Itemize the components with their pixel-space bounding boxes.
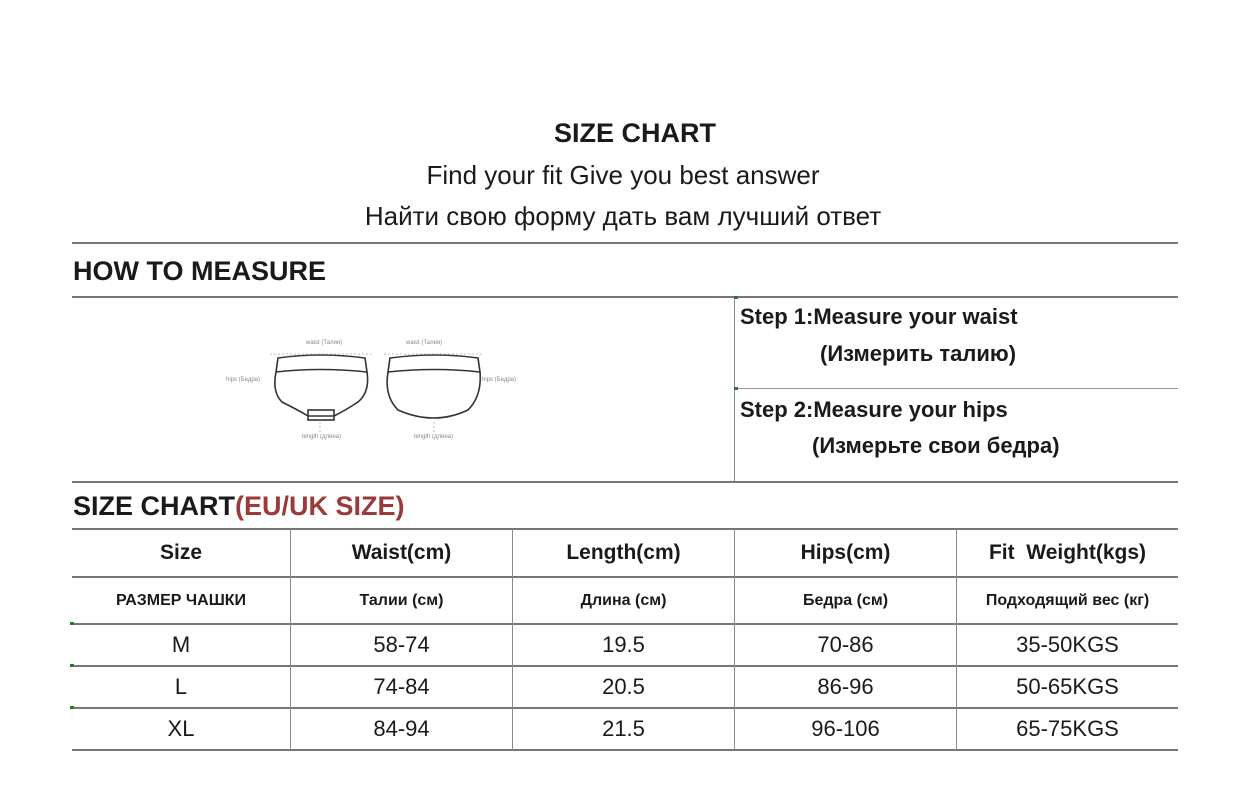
column-header-size: Size [159,541,203,564]
column-header-waist-ru: Талии (см) [359,591,444,609]
size-chart-heading-text: SIZE CHART [73,491,235,521]
size-chart-heading [73,491,405,522]
column-header-length-ru: Длина (см) [580,591,667,609]
cell-marker [734,296,738,299]
measurement-diagram [220,330,540,460]
table-cell-weight: 50-65KGS [1016,673,1119,699]
table-cell-weight: 65-75KGS [1016,715,1119,741]
briefs-diagram-icon [220,330,540,455]
divider [735,388,1178,389]
cell-marker [70,622,74,625]
diagram-label-waist: waist (Талия) [306,340,343,346]
subtitle-russian: Найти свою форму дать вам лучший ответ [364,201,882,231]
cell-marker [70,706,74,709]
column-header-hips-ru: Бедра (см) [802,591,889,609]
size-chart-region: (EU/UK SIZE) [235,491,405,521]
column-header-weight: Fit Weight(kgs) [988,541,1147,564]
diagram-label-waist: waist (Талия) [406,340,443,346]
table-cell-size: M [171,631,191,657]
column-header-length: Length(cm) [566,541,681,564]
divider [72,481,1178,483]
divider [72,749,1178,751]
table-cell-hips: 70-86 [817,631,874,657]
table-cell-length: 19.5 [602,631,645,657]
diagram-label-hips: hips (Бедра) [226,377,260,383]
table-cell-length: 20.5 [602,673,645,699]
table-cell-length: 21.5 [602,715,645,741]
divider [72,242,1178,244]
table-cell-waist: 58-74 [373,631,430,657]
step-1-russian: (Измерить талию) [820,341,1017,366]
step-1-label: Step 1:Measure your waist [740,304,1018,329]
page-title: SIZE CHART [554,118,716,148]
diagram-label-length: length (длина) [414,434,454,440]
table-cell-waist: 84-94 [373,715,430,741]
how-to-measure-heading: HOW TO MEASURE [73,256,327,286]
cell-marker [734,387,738,390]
table-cell-waist: 74-84 [373,673,430,699]
column-header-size-ru: РАЗМЕР ЧАШКИ [115,591,247,609]
column-header-weight-ru: Подходящий вес (кг) [985,591,1150,609]
column-header-hips: Hips(cm) [800,541,891,564]
table-cell-hips: 96-106 [811,715,880,741]
subtitle-english: Find your fit Give you best answer [426,160,820,190]
step-2-russian: (Измерьте свои бедра) [812,433,1060,458]
diagram-label-hips: hips (Бедра) [482,377,516,383]
table-cell-size: XL [167,715,195,741]
divider [72,296,1178,298]
table-cell-size: L [174,673,188,699]
step-2-label: Step 2:Measure your hips [740,397,1008,422]
table-cell-hips: 86-96 [817,673,874,699]
cell-marker [70,664,74,667]
diagram-label-length: length (длина) [302,434,342,440]
column-header-waist: Waist(cm) [351,541,452,564]
table-cell-weight: 35-50KGS [1016,631,1119,657]
